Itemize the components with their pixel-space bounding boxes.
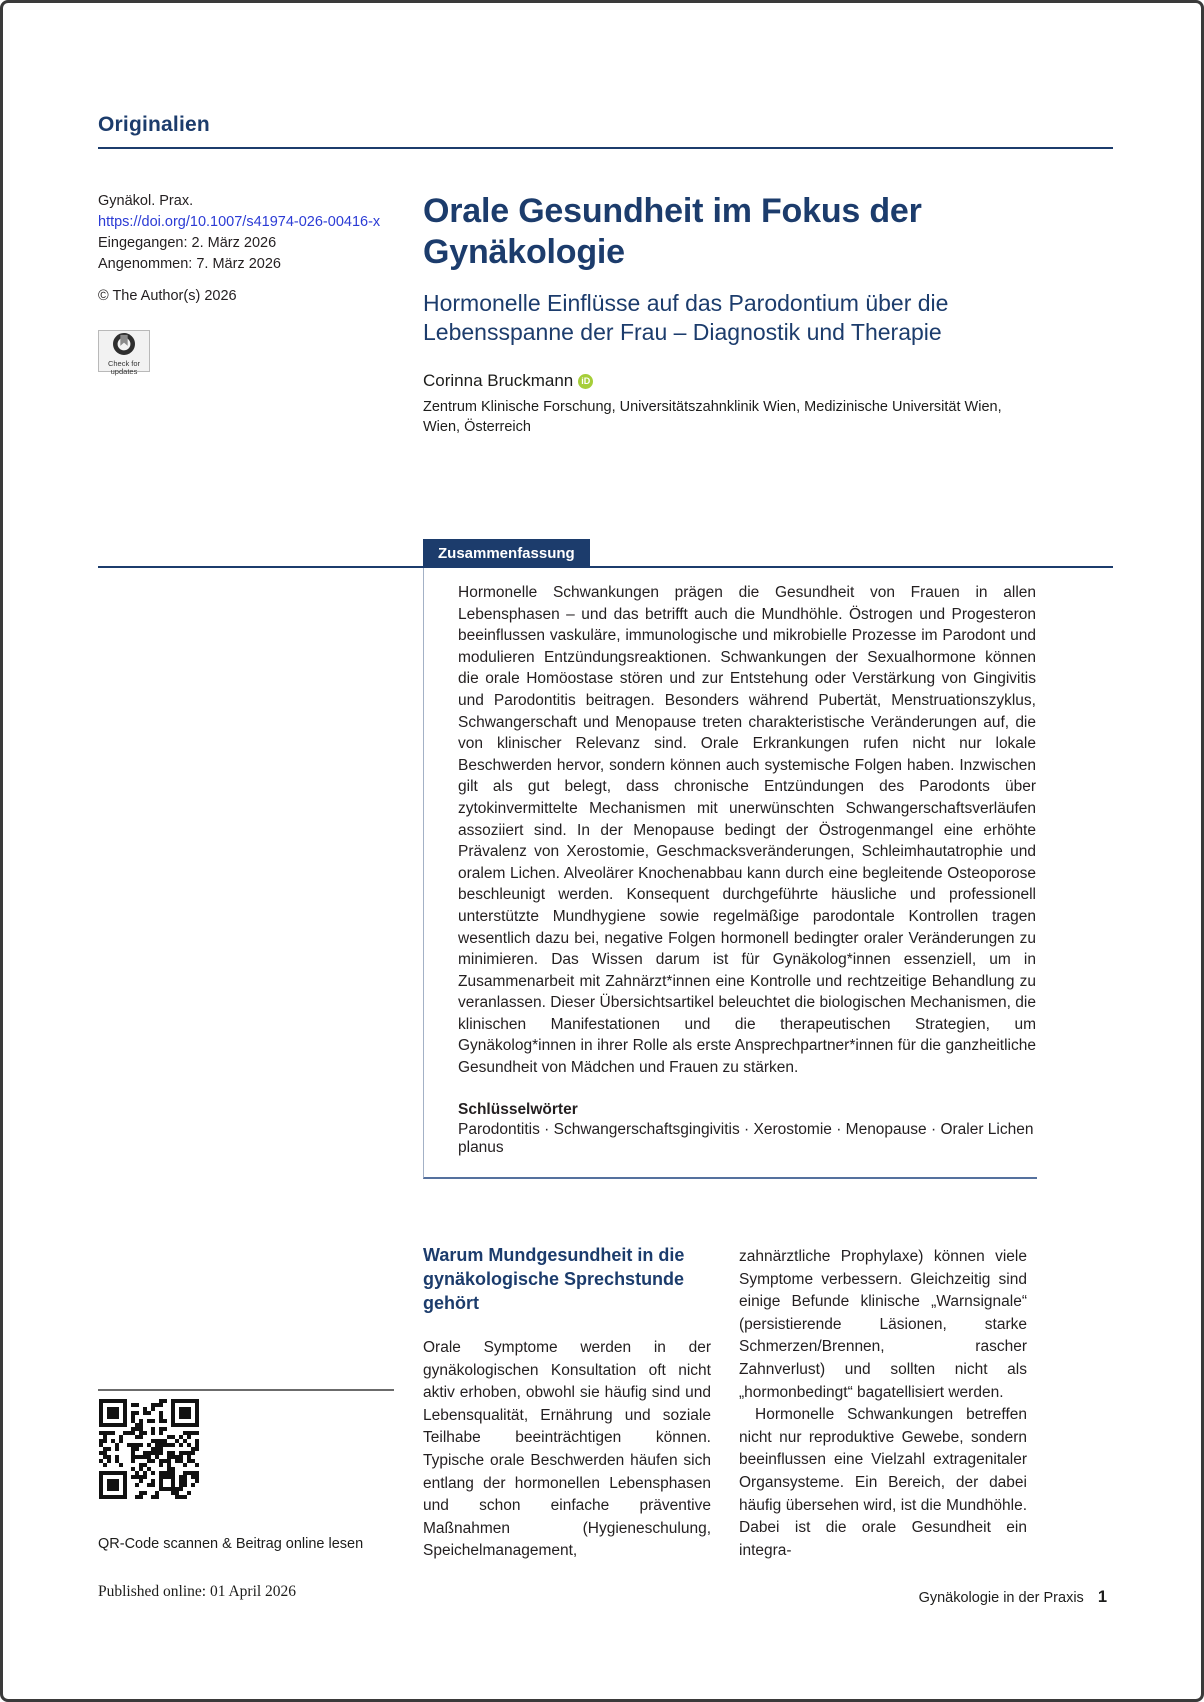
- header-rule: [98, 147, 1113, 149]
- body-paragraph: Orale Symptome werden in der gynäkologischen Konsultation oft nicht aktiv erhoben, obwohl sie häufig sind und Lebensqualität, Ernährung und soziale Teilhabe beeinträchtigen können. Typische orale Beschwerden häufen sich entlang der hormonellen Lebensphasen und schon einfache präventive Maßnahmen (Hygieneschulung, Speichelmanagement,: [423, 1339, 711, 1560]
- qr-caption: QR-Code scannen & Beitrag online lesen: [98, 1536, 364, 1552]
- title-block: [423, 191, 1038, 437]
- doi-link[interactable]: https://doi.org/10.1007/s41974-026-00416-x: [98, 214, 381, 230]
- author-line: [423, 371, 1038, 391]
- journal-abbrev: Gynäkol. Prax.: [98, 193, 194, 209]
- article-subtitle: Hormonelle Einflüsse auf das Parodontium über die Lebensspanne der Frau – Diagnostik und Therapie: [423, 290, 949, 345]
- body-paragraph: zahnärztliche Prophylaxe) können viele Symptome verbessern. Gleichzeitig sind einige Befunde klinische „Warnsignale“ (persistierende Läsionen, starke Schmerzen/Brennen, rascher Zahnverlust) und sollten nicht als „hormonbedingt“ bagatellisiert werden.: [739, 1248, 1027, 1401]
- accepted-date: Angenommen: 7. März 2026: [98, 256, 281, 272]
- received-date: Eingegangen: 2. März 2026: [98, 235, 277, 251]
- check-for-updates-badge[interactable]: [98, 330, 150, 376]
- footer-page-number: 1: [1097, 1588, 1107, 1606]
- body-column-left: [423, 1243, 711, 1563]
- abstract-heading-badge: Zusammenfassung: [423, 539, 590, 568]
- footer-journal-name: Gynäkologie in der Praxis: [918, 1590, 1084, 1606]
- abstract-text: Hormonelle Schwankungen prägen die Gesundheit von Frauen in allen Lebensphasen – und das betrifft auch die Mundhöhle. Östrogen und Progesteron beeinflussen vaskuläre, immunologische und mikrobielle Prozesse im Parodont und modulieren Entzündungsreaktionen. Schwankungen der Sexualhormone können die orale Homöostase stören und zur Entstehung oder Verstärkung von Gingivitis und Parodontitis beitragen. Besonders während Pubertät, Menstruationszyklus, Schwangerschaft und Menopause treten charakteristische Veränderungen auf, die von klinischer Relevanz sind. Orale Erkrankungen rufen nicht nur lokale Beschwerden hervor, sondern können auch systemische Folgen haben. Inzwischen gilt als gut belegt, dass chronische Entzündungen des Parodonts über zytokinvermittelte Mechanismen mit unerwünschten Schwangerschaftsverläufen assoziiert sind. In der Menopause bedingt der Östrogenmangel eine erhöhte Prävalenz von Xerostomie, Geschmacksveränderungen, Schleimhautatrophie und oralem Lichen. Alveolärer Knochenabbau kann durch eine begleitende Osteoporose beschleunigt werden. Konsequent durchgeführte häusliche und professionell unterstützte Mundhygiene sowie regelmäßige parodontale Kontrollen tragen wesentlich dazu bei, negative Folgen hormonell bedingter oraler Veränderungen zu minimieren. Das Wissen darum ist für Gynäkolog*innen essenziell, um in Zusammenarbeit mit Zahnärzt*innen eine Kontrolle und rechtzeitige Behandlung zu veranlassen. Dieser Übersichtsartikel beleuchtet die biologischen Mechanismen, die klinischen Manifestationen und die therapeutischen Strategien, um Gynäkolog*innen in ihrer Rolle als erste Ansprechpartner*innen für die ganzheitliche Gesundheit von Mädchen und Frauen zu stärken.: [458, 584, 1036, 1077]
- keywords-heading: Schlüsselwörter: [458, 1100, 578, 1118]
- section-heading: Warum Mundgesundheit in die gynäkologische Sprechstunde gehört: [423, 1245, 685, 1313]
- crossmark-icon: [113, 333, 135, 360]
- abstract-box: [423, 568, 1037, 1179]
- copyright-line: © The Author(s) 2026: [98, 288, 237, 304]
- section-label: Originalien: [98, 113, 210, 136]
- qr-divider-rule: [98, 1389, 394, 1391]
- article-title: Orale Gesundheit im Fokus der Gynäkologie: [423, 192, 922, 271]
- keywords-list: Parodontitis · Schwangerschaftsgingivitis · Xerostomie · Menopause · Oraler Lichen planus: [458, 1120, 1034, 1156]
- footer-right: [919, 1588, 1107, 1607]
- check-updates-text-1: Check for: [107, 359, 141, 368]
- published-online: Published online: 01 April 2026: [98, 1583, 297, 1600]
- article-meta: [98, 191, 408, 275]
- author-name: Corinna Bruckmann: [423, 371, 574, 390]
- orcid-icon[interactable]: iD: [578, 374, 593, 389]
- body-column-right: [739, 1246, 1027, 1562]
- check-updates-text-2: updates: [110, 367, 138, 376]
- qr-code: [99, 1399, 199, 1499]
- body-paragraph: Hormonelle Schwankungen betreffen nicht nur reproduktive Gewebe, sondern beeinflussen eine Vielzahl extragenitaler Organsysteme. Ein Bereich, der dabei häufig übersehen wird, ist die Mundhöhle. Dabei ist die orale Gesundheit ein integra-: [739, 1406, 1027, 1559]
- author-affiliation: Zentrum Klinische Forschung, Universitätszahnklinik Wien, Medizinische Universität Wien, Wien, Österreich: [423, 399, 1002, 435]
